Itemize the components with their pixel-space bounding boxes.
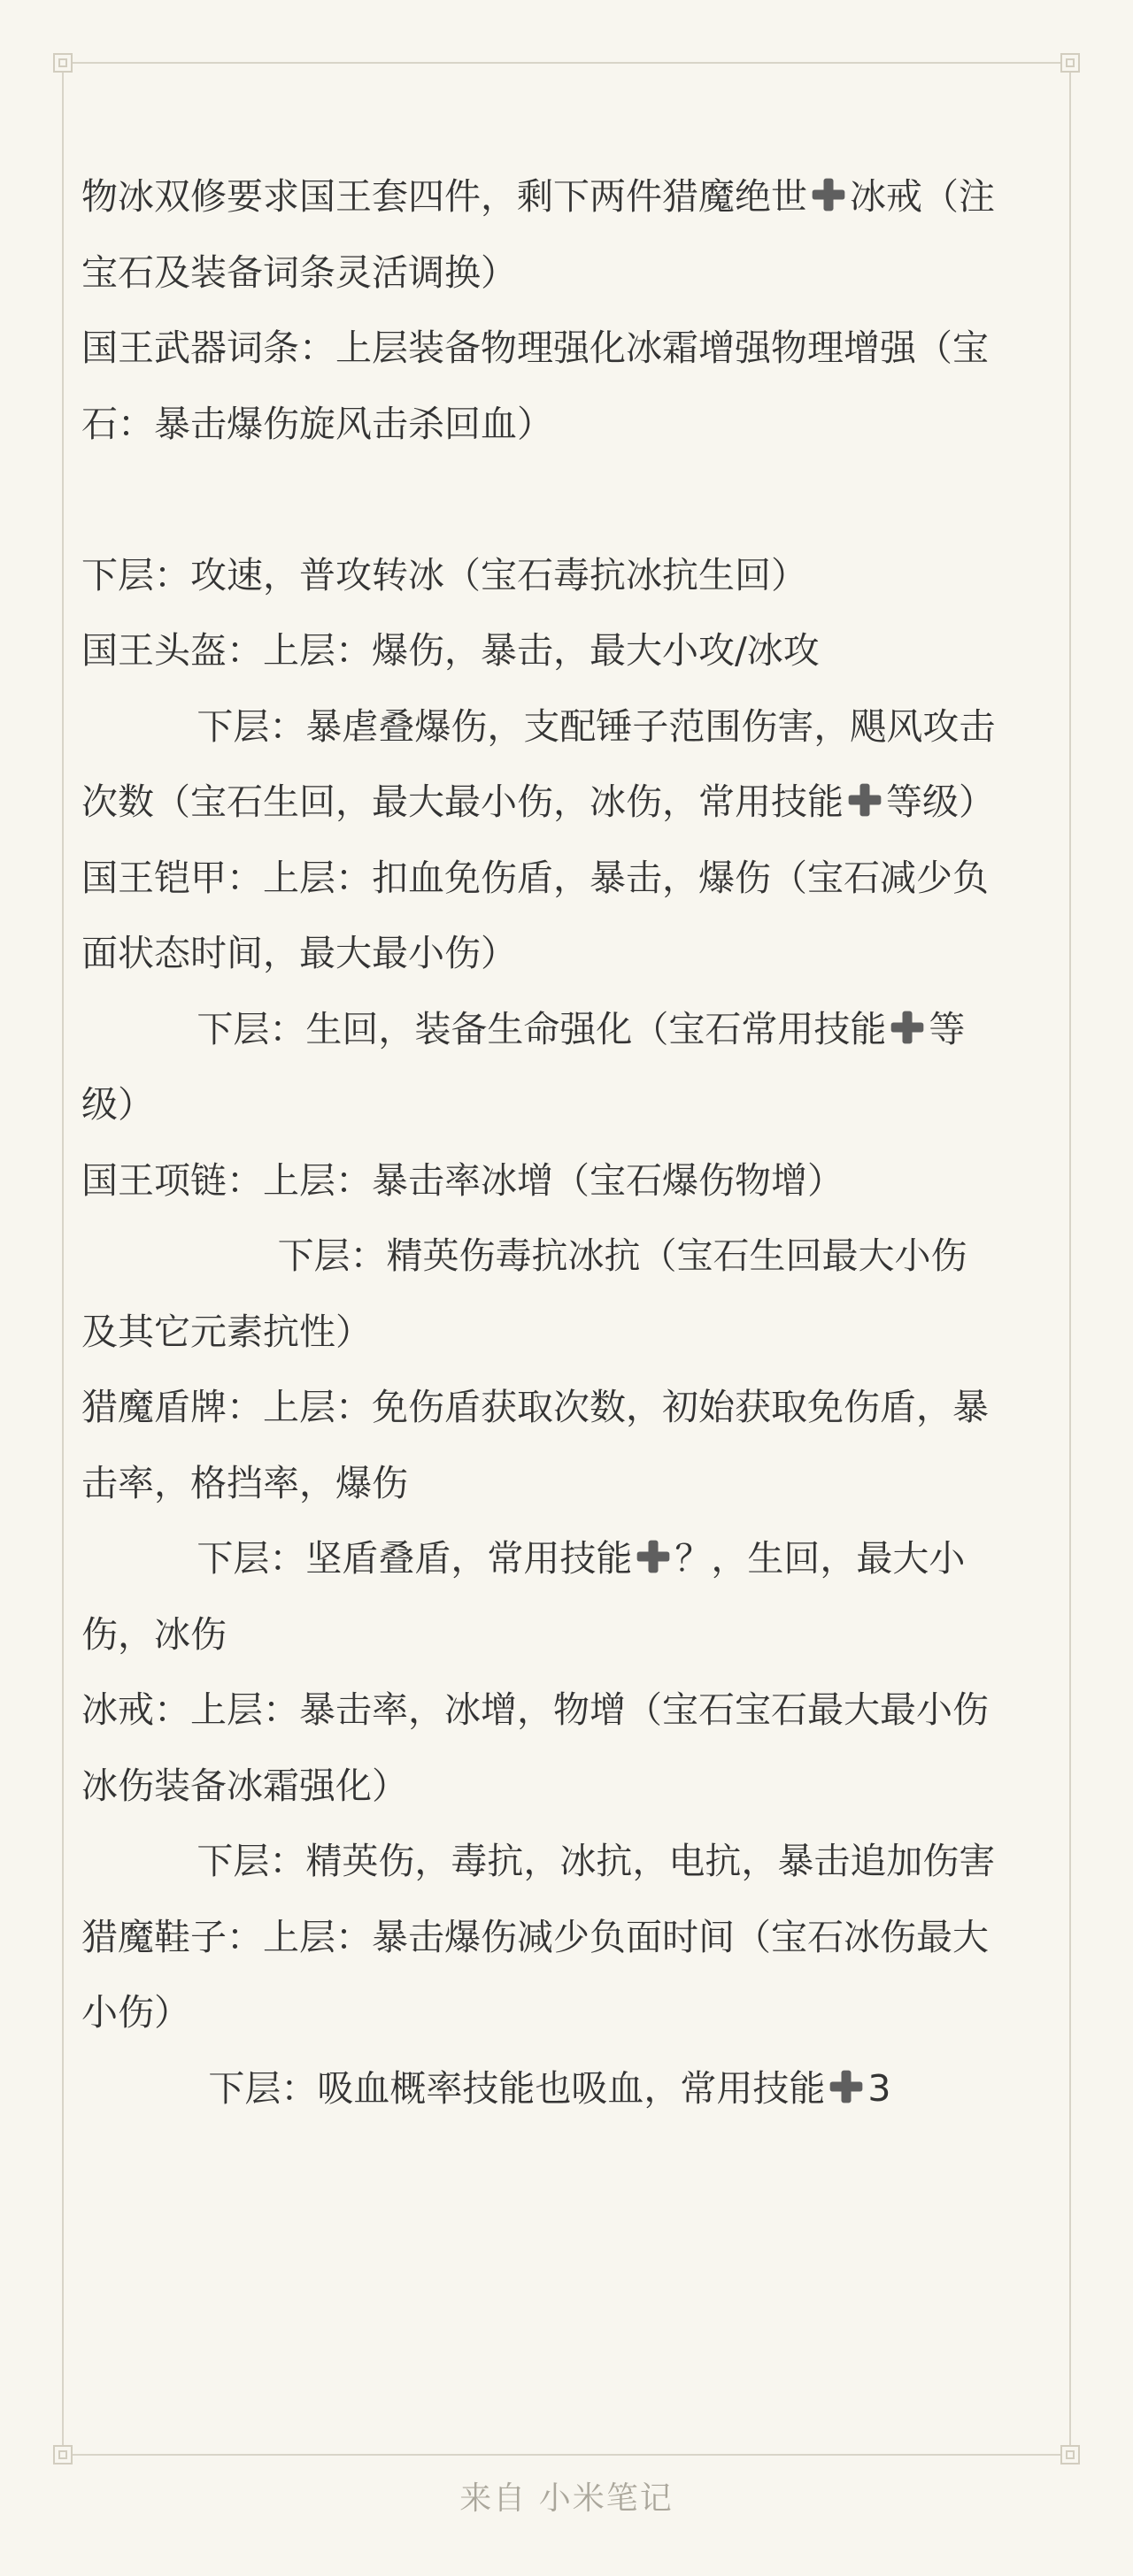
note-line: 国王头盔：上层：爆伤，暴击，最大小攻/冰攻 [81, 629, 820, 672]
note-line: 下层：生回，装备生命强化（宝石常用技能 等级） [81, 1007, 966, 1126]
note-line: 猎魔盾牌：上层：免伤盾获取次数，初始获取免伤盾，暴击率，格挡率，爆伤 [81, 1386, 989, 1504]
heavy-plus-icon [809, 175, 848, 214]
note-line: 下层：精英伤，毒抗，冰抗，电抗，暴击追加伤害 [81, 1840, 996, 1882]
note-line: 下层：暴虐叠爆伤，支配锤子范围伤害，飓风攻击次数（宝石生回，最大最小伤，冰伤，常用技能 等级） [81, 704, 996, 823]
note-line: 国王武器词条：上层装备物理强化冰霜增强物理增强（宝石：暴击爆伤旋风击杀回血） [81, 327, 989, 445]
heavy-plus-icon [888, 1008, 927, 1047]
note-line: 国王项链：上层：暴击率冰增（宝石爆伤物增） [81, 1158, 844, 1202]
note-line: 猎魔鞋子：上层：暴击爆伤减少负面时间（宝石冰伤最大小伤） [81, 1915, 989, 2034]
corner-ornament-icon [53, 53, 73, 73]
note-line: 国王铠甲：上层：扣血免伤盾，暴击，爆伤（宝石减少负面状态时间，最大最小伤） [81, 856, 989, 974]
note-line: 下层：精英伤毒抗冰抗（宝石生回最大小伤及其它元素抗性） [81, 1234, 967, 1353]
note-body[interactable] [81, 159, 1002, 2126]
heavy-plus-icon [827, 2067, 866, 2106]
footer-source-label: 来自 小米笔记 [459, 2480, 674, 2517]
note-line: 冰戒：上层：暴击率，冰增，物增（宝石宝石最大最小伤冰伤装备冰霜强化） [81, 1688, 989, 1807]
note-line: 下层：坚盾叠盾，常用技能 ？，生回，最大小伤，冰伤 [81, 1537, 966, 1656]
corner-ornament-icon [53, 2445, 73, 2465]
corner-ornament-icon [1060, 2445, 1080, 2465]
heavy-plus-icon [634, 1537, 673, 1576]
corner-ornament-icon [1060, 53, 1080, 73]
note-line: 下层：攻速，普攻转冰（宝石毒抗冰抗生回） [81, 478, 807, 596]
note-line: 物冰双修要求国王套四件，剩下两件猎魔绝世 冰戒（注宝石及装备词条灵活调换） [81, 175, 995, 294]
heavy-plus-icon [845, 780, 884, 819]
note-line: 下层：吸血概率技能也吸血，常用技能 3 [81, 2066, 891, 2110]
